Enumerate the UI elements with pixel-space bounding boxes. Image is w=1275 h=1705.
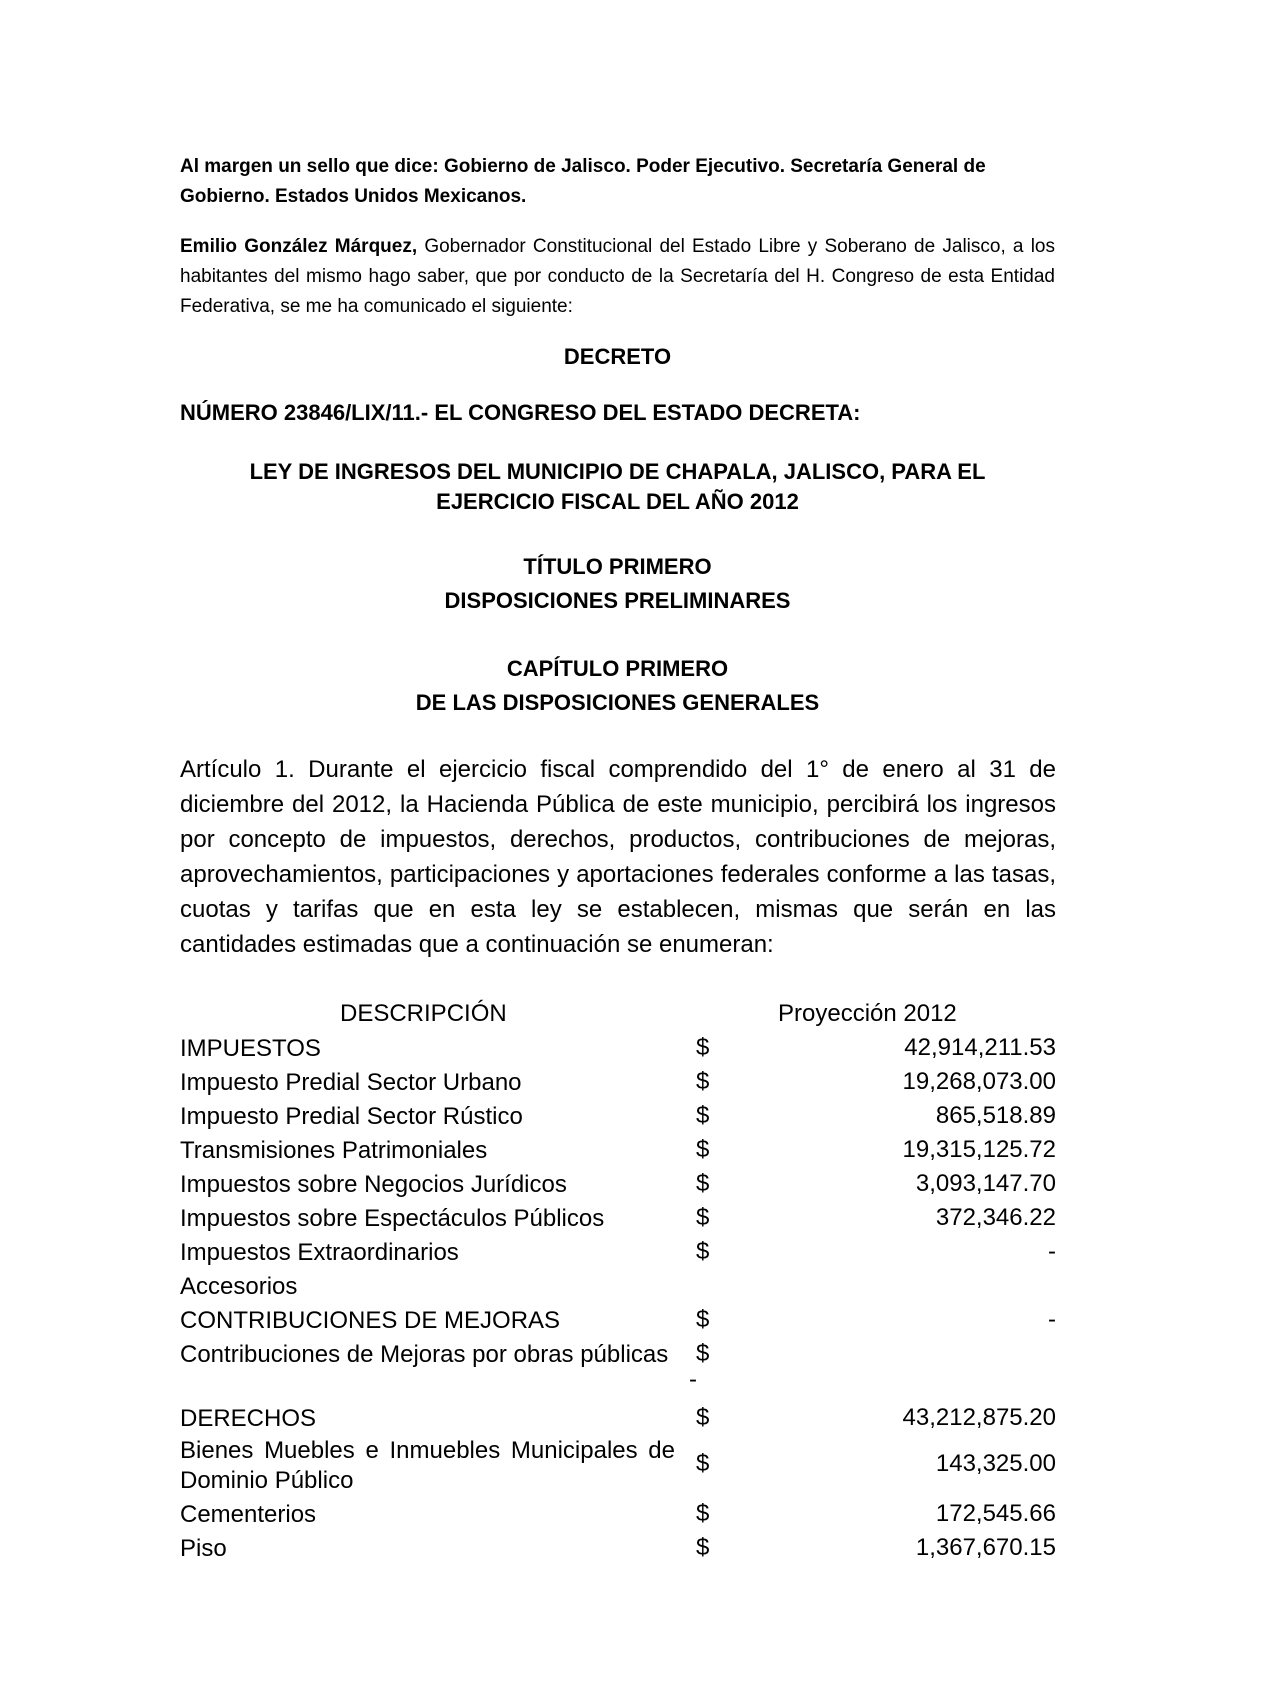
row-amount: 42,914,211.53 bbox=[904, 1034, 1056, 1061]
table-header-projection: Proyección 2012 bbox=[778, 1000, 957, 1027]
row-description: Piso bbox=[180, 1535, 227, 1562]
capitulo-heading: CAPÍTULO PRIMERO bbox=[506, 656, 729, 681]
law-title-line1: LEY DE INGRESOS DEL MUNICIPIO DE CHAPALA, JALISCO, PARA EL bbox=[249, 459, 986, 484]
row-description: Impuestos sobre Espectáculos Públicos bbox=[180, 1205, 605, 1232]
article-1-paragraph: Artículo 1. Durante el ejercicio fiscal comprendido del 1° de enero al 31 de diciembre del 2012, la Hacienda Pública de este municipio, percibirá los ingresos por concepto de impuestos, derechos, productos, contribuciones de mejoras, aprovechamientos, participaciones y aportaciones federales conforme a las tasas, cuotas y tarifas que en esta ley se establecen, mismas que serán en las cantidades estimadas que a continuación se enumeran: bbox=[180, 756, 1056, 958]
row-description: CONTRIBUCIONES DE MEJORAS bbox=[180, 1307, 561, 1334]
margin-note: Al margen un sello que dice: Gobierno de Jalisco. Poder Ejecutivo. Secretaría General de Gobierno. Estados Unidos Mexicanos. bbox=[180, 156, 986, 207]
law-title-line2: EJERCICIO FISCAL DEL AÑO 2012 bbox=[436, 489, 799, 514]
decree-number: NÚMERO 23846/LIX/11.- EL CONGRESO DEL ESTADO DECRETA: bbox=[180, 400, 861, 425]
titulo-subheading: DISPOSICIONES PRELIMINARES bbox=[444, 588, 791, 613]
row-currency: $ bbox=[696, 1306, 710, 1333]
row-description: Accesorios bbox=[180, 1273, 298, 1300]
row-description: DERECHOS bbox=[180, 1405, 317, 1432]
row-description: Cementerios bbox=[180, 1501, 317, 1528]
governor-name: Emilio González Márquez, bbox=[180, 236, 418, 257]
row-amount: 1,367,670.15 bbox=[915, 1534, 1056, 1561]
row-description: Transmisiones Patrimoniales bbox=[180, 1137, 488, 1164]
row-currency: $ bbox=[696, 1102, 710, 1129]
row-amount: 372,346.22 bbox=[935, 1204, 1056, 1231]
row-amount: 19,268,073.00 bbox=[902, 1068, 1056, 1095]
row-amount: 865,518.89 bbox=[935, 1102, 1056, 1129]
row-description: Impuestos Extraordinarios bbox=[180, 1239, 459, 1266]
row-description: Contribuciones de Mejoras por obras públicas bbox=[180, 1341, 669, 1368]
row-currency: $ bbox=[696, 1204, 710, 1231]
titulo-heading: TÍTULO PRIMERO bbox=[523, 554, 712, 579]
row-amount: 43,212,875.20 bbox=[902, 1404, 1056, 1431]
row-amount: - bbox=[689, 1366, 697, 1393]
row-description: IMPUESTOS bbox=[180, 1035, 321, 1062]
row-currency: $ bbox=[696, 1068, 710, 1095]
intro-text: Gobernador Constitucional del Estado Libre y Soberano de Jalisco, a los habitantes del mismo hago saber, que por conducto de la Secretaría del H. Congreso de esta Entidad Federativa, se me ha comunicado el siguiente: bbox=[180, 236, 1055, 317]
row-amount: 3,093,147.70 bbox=[915, 1170, 1056, 1197]
row-currency: $ bbox=[696, 1238, 710, 1265]
intro-paragraph bbox=[180, 232, 1055, 322]
row-currency: $ bbox=[696, 1404, 710, 1431]
row-description: Bienes Muebles e Inmuebles Municipales de Dominio Público bbox=[180, 1437, 675, 1494]
row-currency: $ bbox=[696, 1340, 710, 1367]
row-currency: $ bbox=[696, 1034, 710, 1061]
row-description: Impuestos sobre Negocios Jurídicos bbox=[180, 1171, 567, 1198]
capitulo-subheading: DE LAS DISPOSICIONES GENERALES bbox=[415, 690, 820, 715]
row-currency: $ bbox=[696, 1534, 710, 1561]
row-currency: $ bbox=[696, 1136, 710, 1163]
row-currency: $ bbox=[696, 1450, 710, 1477]
table-header-description: DESCRIPCIÓN bbox=[340, 1000, 507, 1027]
row-currency: $ bbox=[696, 1170, 710, 1197]
row-amount: - bbox=[1048, 1306, 1056, 1333]
row-amount: 19,315,125.72 bbox=[902, 1136, 1056, 1163]
decreto-heading: DECRETO bbox=[563, 344, 672, 369]
row-description: Impuesto Predial Sector Urbano bbox=[180, 1069, 522, 1096]
row-description: Impuesto Predial Sector Rústico bbox=[180, 1103, 523, 1130]
row-currency: $ bbox=[696, 1500, 710, 1527]
row-amount: - bbox=[1048, 1238, 1056, 1265]
row-amount: 143,325.00 bbox=[935, 1450, 1056, 1477]
row-amount: 172,545.66 bbox=[935, 1500, 1056, 1527]
